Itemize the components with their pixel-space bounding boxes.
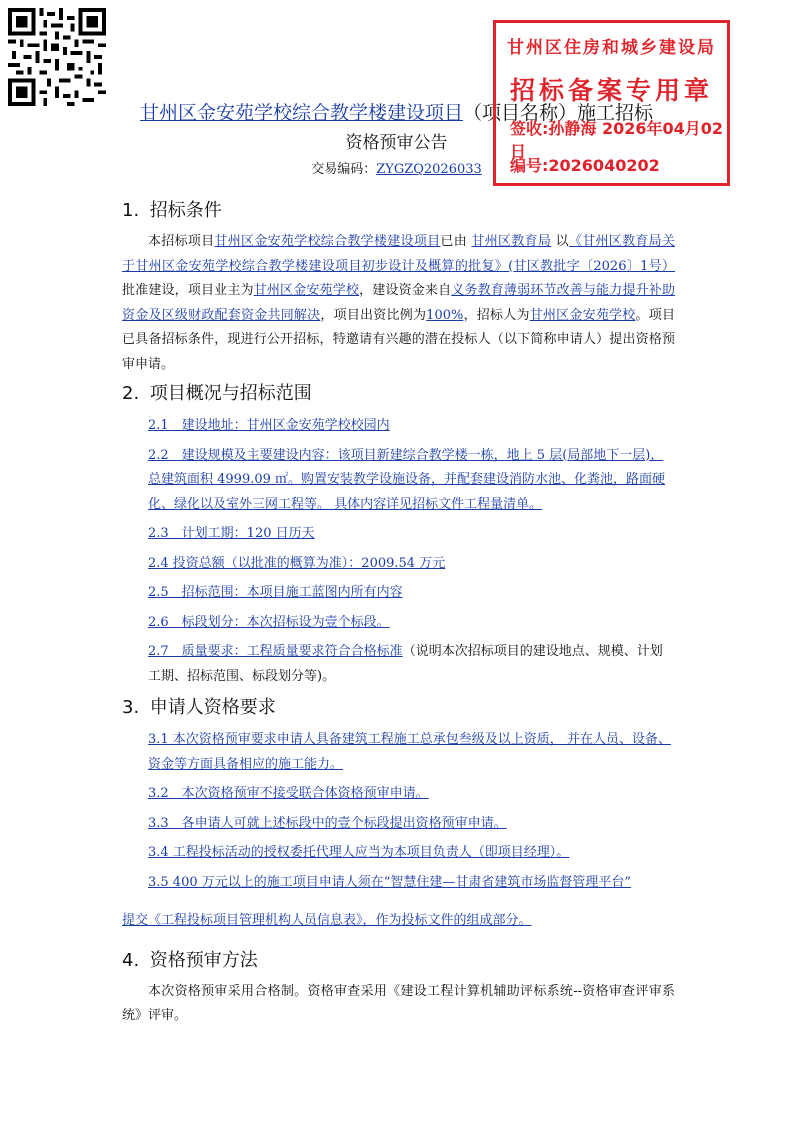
- list-item[interactable]: 3.4 工程投标活动的授权委托代理人应当为本项目负责人（即项目经理）。: [148, 845, 570, 860]
- project-link[interactable]: 甘州区金安苑学校综合教学楼建设项目: [214, 234, 441, 249]
- approval-doc-link[interactable]: 《甘州区教育局关于甘州区金安苑学校综合教学楼建设项目初步设计及概算的批复》(甘区教批字〔2026〕1号）: [122, 234, 675, 274]
- section-heading-2: 2. 项目概况与招标范围: [122, 383, 312, 404]
- stamp-authority: 甘州区住房和城乡建设局: [507, 38, 716, 58]
- quality-link[interactable]: 2.7 质量要求：工程质量要求符合合格标准: [148, 644, 403, 659]
- transaction-code-label: 交易编码：: [311, 162, 377, 177]
- section-heading-3: 3. 申请人资格要求: [122, 697, 276, 718]
- transaction-code-value[interactable]: ZYGZQ2026033: [376, 162, 482, 177]
- document-body: [122, 196, 675, 1031]
- list-item[interactable]: 2.6 标段划分：本次招标设为壹个标段。: [148, 614, 390, 630]
- section-heading-1: 1. 招标条件: [122, 200, 222, 221]
- list-item[interactable]: 3.1 本次资格预审要求申请人具备建筑工程施工总承包叁级及以上资质， 并在人员、设备、资金等方面具备相应的施工能力。: [148, 732, 671, 772]
- fund-source-link[interactable]: 义务教育薄弱环节改善与能力提升补助资金及区级财政配套资金共同解决: [122, 283, 675, 323]
- project-name-link[interactable]: 甘州区金安苑学校综合教学楼建设项目: [139, 102, 463, 124]
- document-subtitle: 资格预审公告: [345, 133, 448, 153]
- list-item[interactable]: 3.5 400 万元以上的施工项目申请人须在“智慧住建—甘肃省建筑市场监督管理平台”: [148, 874, 632, 890]
- ratio-link[interactable]: 100%: [426, 307, 464, 323]
- qr-code-icon: [8, 8, 106, 106]
- section-4-paragraph: 本次资格预审采用合格制。资格审查采用《建设工程计算机辅助评标系统--资格审查评审系统》评审。: [122, 983, 675, 1023]
- dept-link[interactable]: 甘州区教育局: [471, 234, 552, 249]
- list-item[interactable]: 2.1 建设地址：甘州区金安苑学校校园内: [148, 418, 390, 433]
- stamp-number: 编号:2026040202: [510, 156, 660, 175]
- section-heading-4: 4. 资格预审方法: [122, 949, 258, 971]
- list-item[interactable]: 提交《工程投标项目管理机构人员信息表》，作为投标文件的组成部分。: [122, 913, 532, 928]
- stamp-signoff: 签收:孙静海 2026年04月02日: [510, 119, 724, 161]
- list-item[interactable]: 3.2 本次资格预审不接受联合体资格预审申请。: [148, 786, 429, 801]
- stamp-title: 招标备案专用章: [509, 76, 713, 105]
- list-item[interactable]: 3.3 各申请人可就上述标段中的壹个标段提出资格预审申请。: [148, 815, 507, 831]
- section-1-paragraph: 本招标项目甘州区金安苑学校综合教学楼建设项目已由 甘州区教育局 以《甘州区教育局关于甘州区金安苑学校综合教学楼建设项目初步设计及概算的批复》(甘区教批字〔2026〕1号）批准建设，项目业主为甘州区金安苑学校，建设资金来自义务教育薄弱环节改善与能力提升补助资金及区级财政配套资金共同解决，项目出资比例为100%，招标人为甘州区金安苑学校。项目已具备招标条件，现进行公开招标，特邀请有兴趣的潜在投标人（以下简称申请人）提出资格预审申请。: [122, 234, 675, 372]
- list-item[interactable]: 2.2 建设规模及主要建设内容：该项目新建综合教学楼一栋，地上 5 层(局部地下一层)，总建筑面积 4999.09 ㎡。购置安装教学设施设备，并配套建设消防水池、化粪池，路面硬化、绿化以及室外三网工程等。 具体内容详见招标文件工程量清单。: [148, 447, 666, 512]
- list-item: 2.7 质量要求：工程质量要求符合合格标准（说明本次招标项目的建设地点、规模、计划工期、招标范围、标段划分等)。: [148, 644, 663, 684]
- list-item[interactable]: 2.3 计划工期：120 日历天: [148, 526, 315, 541]
- tenderer-link[interactable]: 甘州区金安苑学校: [529, 307, 636, 323]
- list-item[interactable]: 2.5 招标范围：本项目施工蓝图内所有内容: [148, 585, 403, 600]
- filing-stamp: [493, 20, 730, 186]
- owner-link[interactable]: 甘州区金安苑学校: [253, 283, 360, 298]
- list-item[interactable]: 2.4 投资总额（以批准的概算为准）：2009.54 万元: [148, 555, 446, 571]
- title-suffix: （项目名称）施工招标: [463, 102, 654, 124]
